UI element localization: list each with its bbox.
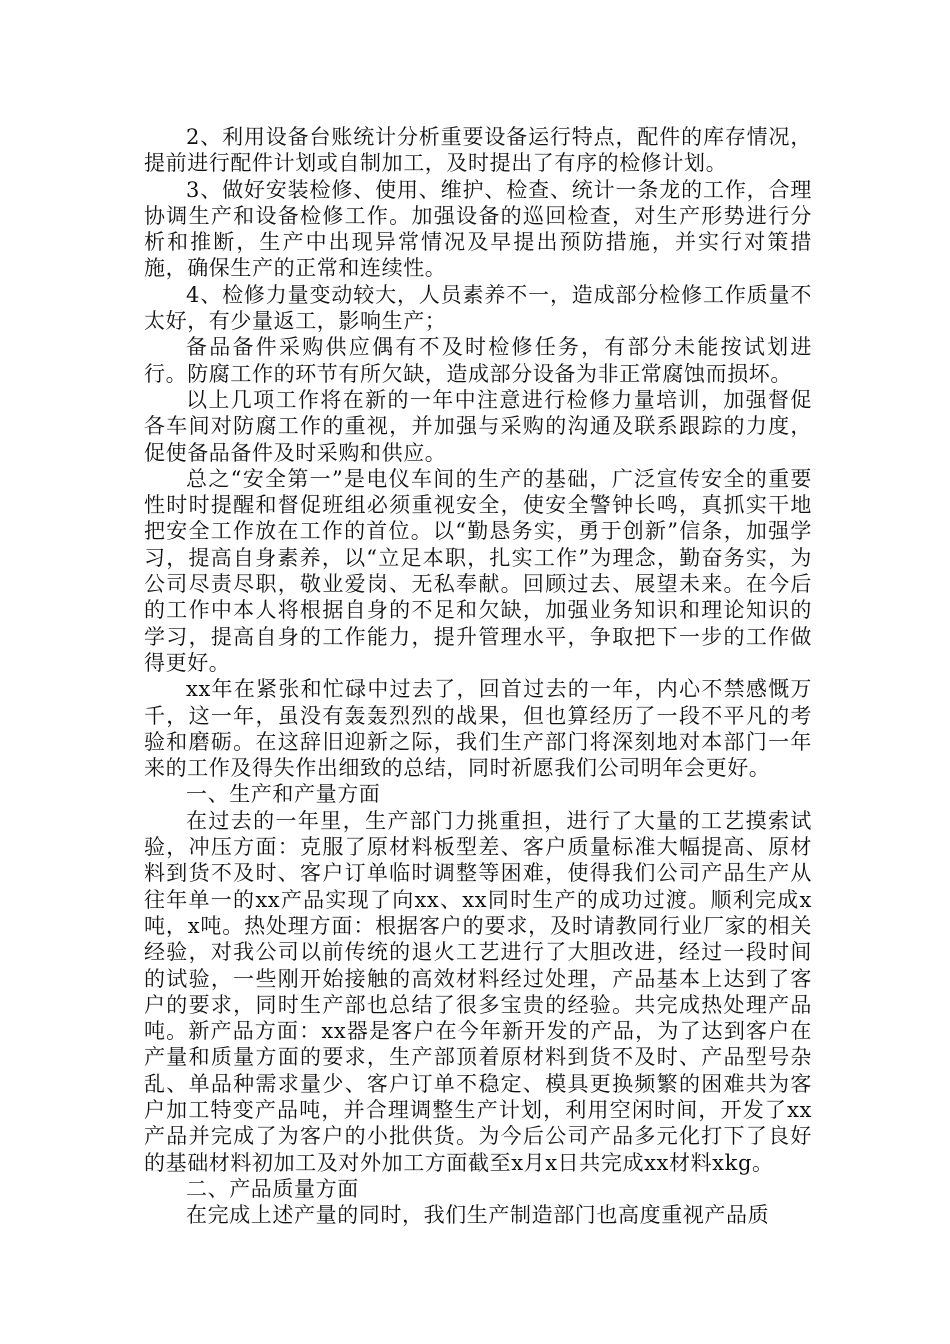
paragraph-year-review: xx年在紧张和忙碌中过去了，回首过去的一年，内心不禁感慨万千，这一年，虽没有轰轰烈烈的战果，但也算经历了一段不平凡的考验和磨砺。在这辞旧迎新之际，我们生产部门将深刻地对本部门一年来的工作及得失作出细致的总结，同时祈愿我们公司明年会更好。 (144, 677, 812, 781)
document-body (144, 124, 812, 1228)
section-heading-production: 一、生产和产量方面 (186, 782, 381, 807)
paragraph-next-year-plan: 以上几项工作将在新的一年中注意进行检修力量培训，加强督促各车间对防腐工作的重视，并加强与采购的沟通及联系跟踪的力度，促使备品备件及时采购和供应。 (144, 387, 812, 465)
paragraph-item-2: 2、利用设备台账统计分析重要设备运行特点，配件的库存情况，提前进行配件计划或自制加工，及时提出了有序的检修计划。 (144, 125, 812, 176)
section-heading-quality: 二、产品质量方面 (186, 1176, 359, 1201)
paragraph-item-4: 4、检修力量变动较大，人员素养不一，造成部分检修工作质量不太好，有少量返工，影响生产； (144, 282, 812, 334)
paragraph-production-output: 在过去的一年里，生产部门力挑重担，进行了大量的工艺摸索试验，冲压方面：克服了原材料板型差、客户质量标准大幅提高、原材料到货不及时、客户订单临时调整等困难，使得我们公司产品生产从往年单一的xx产品实现了向xx、xx同时生产的成功过渡。顺利完成x吨，x吨。热处理方面：根据客户的要求，及时请教同行业厂家的相关经验，对我公司以前传统的退火工艺进行了大胆改进，经过一段时间的试验，一些刚开始接触的高效材料经过处理，产品基本上达到了客户的要求，同时生产部也总结了很多宝贵的经验。共完成热处理产品吨。新产品方面：xx器是客户在今年新开发的产品，为了达到客户在产量和质量方面的要求，生产部顶着原材料到货不及时、产品型号杂乱、单品种需求量少、客户订单不稳定、模具更换频繁的困难共为客户加工特变产品吨，并合理调整生产计划，利用空闲时间，开发了xx产品并完成了为客户的小批供货。为今后公司产品多元化打下了良好的基础材料初加工及对外加工方面截至x月x日共完成xx材料xkg。 (144, 808, 812, 1175)
paragraph-item-3: 3、做好安装检修、使用、维护、检查、统计一条龙的工作，合理协调生产和设备检修工作。加强设备的巡回检查，对生产形势进行分析和推断，生产中出现异常情况及早提出预防措施，并实行对策措施，确保生产的正常和连续性。 (144, 177, 812, 281)
paragraph-spare-parts: 备品备件采购供应偶有不及时检修任务，有部分未能按试划进行。防腐工作的环节有所欠缺，造成部分设备为非正常腐蚀而损坏。 (144, 335, 812, 386)
paragraph-safety-summary: 总之“安全第一”是电仪车间的生产的基础，广泛宣传安全的重要性时时提醒和督促班组必须重视安全，使安全警钟长鸣，真抓实干地把安全工作放在工作的首位。以“勤恳务实，勇于创新”信条，加强学习，提高自身素养，以“立足本职，扎实工作”为理念，勤奋务实，为公司尽责尽职，敬业爱岗、无私奉献。回顾过去、展望未来。在今后的工作中本人将根据自身的不足和欠缺，加强业务知识和理论知识的学习，提高自身的工作能力，提升管理水平，争取把下一步的工作做得更好。 (144, 466, 812, 675)
paragraph-quality: 在完成上述产量的同时，我们生产制造部门也高度重视产品质 (186, 1203, 770, 1228)
